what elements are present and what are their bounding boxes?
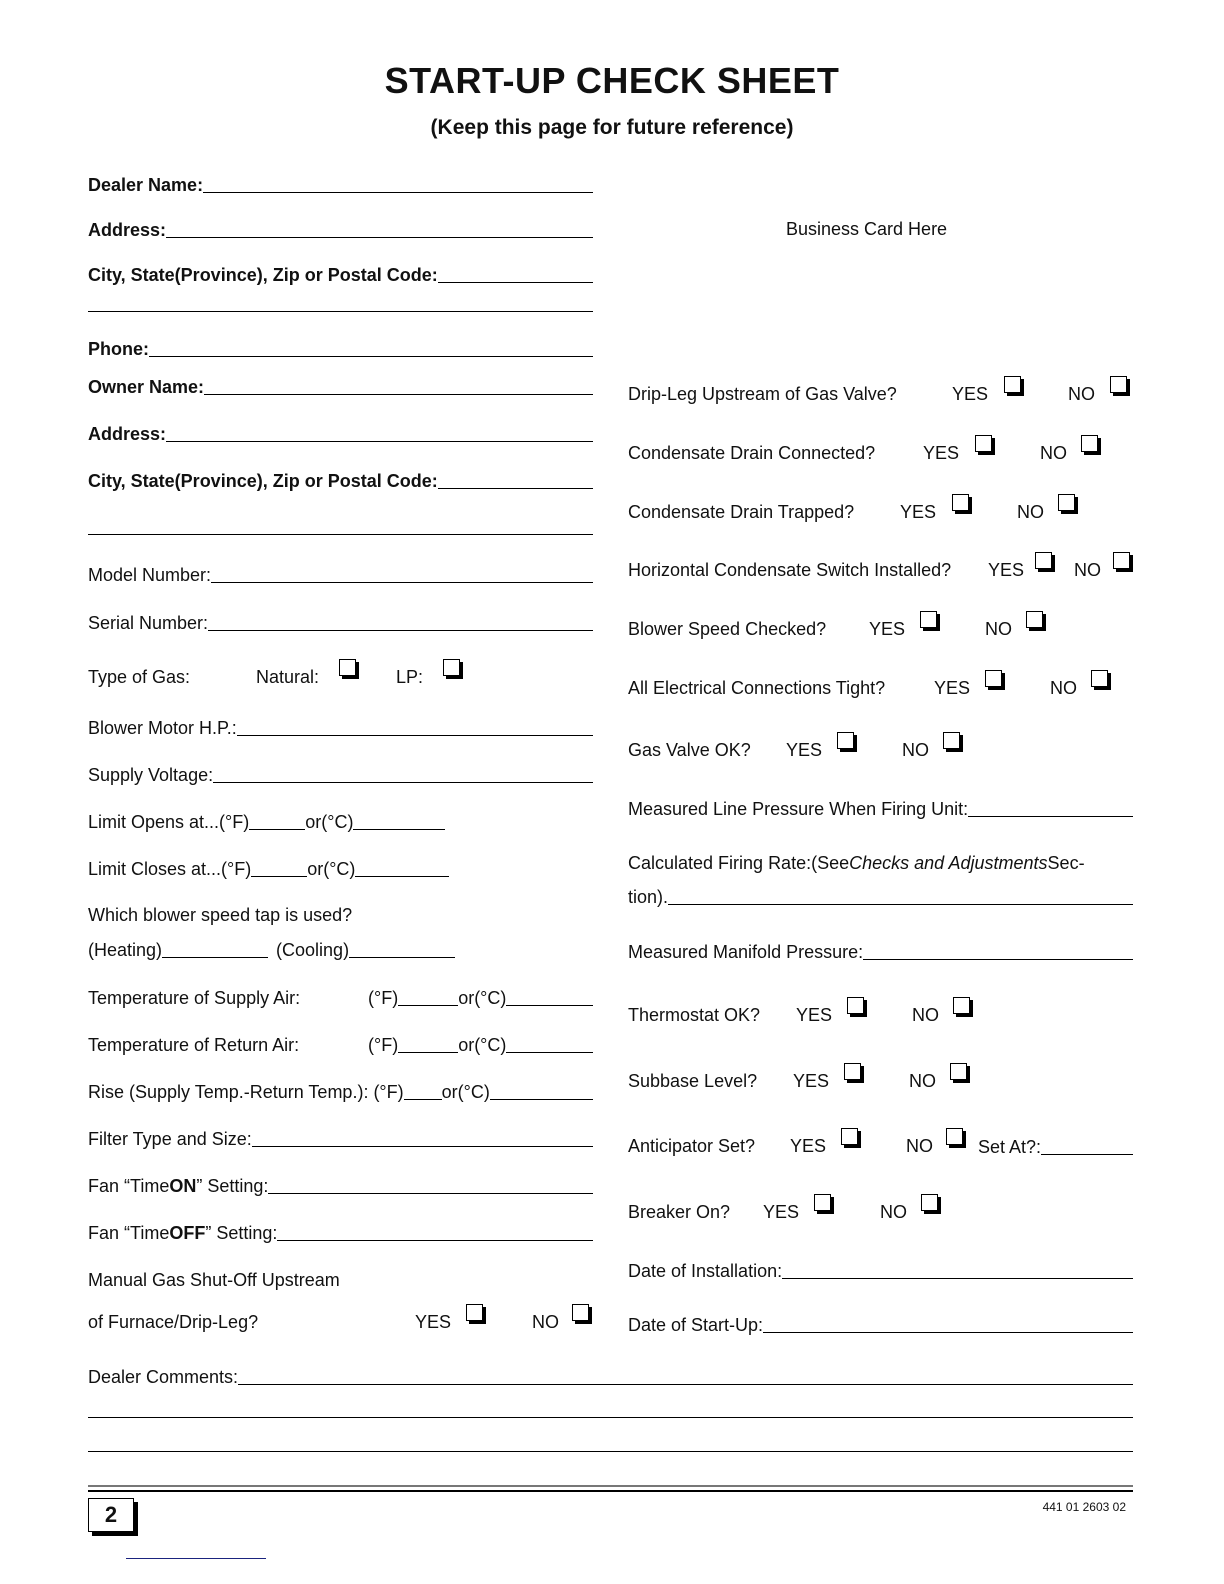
shutoff-question-1: Manual Gas Shut-Off Upstream xyxy=(88,1270,340,1290)
no-checkbox[interactable] xyxy=(1113,552,1130,569)
label: Date of Start-Up: xyxy=(628,1315,764,1335)
celsius-line[interactable] xyxy=(506,1032,593,1053)
blower-tap-question: Which blower speed tap is used? xyxy=(88,905,353,925)
check-question: Breaker On? xyxy=(628,1202,731,1222)
check-question: Condensate Drain Connected? xyxy=(628,443,876,463)
no-checkbox[interactable] xyxy=(1091,670,1108,687)
entry-line[interactable] xyxy=(268,1173,593,1194)
entry-line[interactable] xyxy=(252,1126,593,1147)
check-question: Subbase Level? xyxy=(628,1071,758,1091)
heating-line[interactable] xyxy=(162,937,268,958)
yes-label: YES xyxy=(786,740,823,760)
label: Limit Closes at...(°F) xyxy=(88,859,252,879)
label-ref: Checks and Adjustments xyxy=(849,853,1048,873)
comments-line-2[interactable] xyxy=(88,1417,1133,1418)
entry-line[interactable] xyxy=(166,421,593,442)
lp-checkbox[interactable] xyxy=(443,659,460,676)
dealer-address-field[interactable] xyxy=(88,217,593,241)
label: City, State(Province), Zip or Postal Code: xyxy=(88,265,438,285)
dealer-city-field[interactable] xyxy=(88,262,593,286)
firing-rate-field[interactable] xyxy=(628,884,1133,908)
yes-checkbox[interactable] xyxy=(1035,552,1052,569)
f-label: (°F) xyxy=(368,988,399,1008)
entry-line[interactable] xyxy=(166,217,593,238)
supply-voltage-field[interactable] xyxy=(88,762,593,786)
owner-name-field[interactable] xyxy=(88,374,593,398)
startup-date-field[interactable] xyxy=(628,1312,1133,1336)
check-question: All Electrical Connections Tight? xyxy=(628,678,886,698)
lp-label: LP: xyxy=(396,667,424,687)
label: Dealer Comments: xyxy=(88,1367,239,1387)
set-at-field[interactable] xyxy=(978,1134,1133,1158)
owner-city-line-2[interactable] xyxy=(88,534,593,535)
label-post: Sec- xyxy=(1047,853,1085,873)
label-post: ” Setting: xyxy=(205,1223,278,1243)
yes-label: YES xyxy=(763,1202,800,1222)
page-number: 2 xyxy=(88,1498,134,1532)
yes-checkbox[interactable] xyxy=(844,1063,861,1080)
label-pre: Calculated Firing Rate:(See xyxy=(628,853,850,873)
label: Owner Name: xyxy=(88,377,205,397)
entry-line[interactable] xyxy=(211,562,593,583)
cooling-line[interactable] xyxy=(349,937,455,958)
shutoff-yes-checkbox[interactable] xyxy=(466,1304,483,1321)
yes-label: YES xyxy=(952,384,989,404)
footer-rule-top xyxy=(88,1485,1133,1487)
no-checkbox[interactable] xyxy=(1110,376,1127,393)
shutoff-question-2: of Furnace/Drip-Leg? xyxy=(88,1312,259,1332)
celsius-label: or(°C) xyxy=(458,988,507,1008)
entry-line[interactable] xyxy=(149,336,593,357)
supply-air-field[interactable] xyxy=(88,985,593,1009)
label: Rise (Supply Temp.-Return Temp.): (°F) xyxy=(88,1082,404,1102)
entry-line[interactable] xyxy=(782,1258,1133,1279)
yes-checkbox[interactable] xyxy=(841,1128,858,1145)
limit-closes-field[interactable] xyxy=(88,856,449,880)
no-label: NO xyxy=(902,740,929,760)
footer-link-underline xyxy=(126,1558,266,1559)
document-code: 441 01 2603 02 xyxy=(1042,1500,1126,1514)
yes-checkbox[interactable] xyxy=(814,1194,831,1211)
entry-line[interactable] xyxy=(204,374,593,395)
check-question: Drip-Leg Upstream of Gas Valve? xyxy=(628,384,897,404)
filter-field[interactable] xyxy=(88,1126,593,1150)
entry-line[interactable] xyxy=(863,939,1133,960)
label: City, State(Province), Zip or Postal Code: xyxy=(88,471,438,491)
no-label: NO xyxy=(532,1312,559,1332)
fahrenheit-line[interactable] xyxy=(249,809,305,830)
yes-label: YES xyxy=(900,502,937,522)
fahrenheit-line[interactable] xyxy=(398,1032,458,1053)
celsius-label: or(°C) xyxy=(307,859,356,879)
no-checkbox[interactable] xyxy=(950,1063,967,1080)
label: Set At?: xyxy=(978,1137,1042,1157)
check-question: Condensate Drain Trapped? xyxy=(628,502,855,522)
dealer-phone-field[interactable] xyxy=(88,336,593,360)
entry-line[interactable] xyxy=(277,1220,593,1241)
check-question: Blower Speed Checked? xyxy=(628,619,827,639)
line-pressure-field[interactable] xyxy=(628,796,1133,820)
label: Dealer Name: xyxy=(88,175,204,195)
natural-checkbox[interactable] xyxy=(339,659,356,676)
no-checkbox[interactable] xyxy=(1026,611,1043,628)
entry-line[interactable] xyxy=(1041,1134,1133,1155)
no-checkbox[interactable] xyxy=(943,732,960,749)
celsius-line[interactable] xyxy=(506,985,593,1006)
entry-line[interactable] xyxy=(763,1312,1133,1333)
return-air-field[interactable] xyxy=(88,1032,593,1056)
label: Temperature of Supply Air: xyxy=(88,988,301,1008)
label: Address: xyxy=(88,424,167,444)
gas-type-label: Type of Gas: xyxy=(88,667,191,687)
yes-checkbox[interactable] xyxy=(952,494,969,511)
no-checkbox[interactable] xyxy=(953,997,970,1014)
celsius-line[interactable] xyxy=(353,809,445,830)
no-label: NO xyxy=(1074,560,1101,580)
serial-number-field[interactable] xyxy=(88,610,593,634)
check-question: Thermostat OK? xyxy=(628,1005,761,1025)
celsius-line[interactable] xyxy=(490,1079,593,1100)
entry-line[interactable] xyxy=(668,884,1133,905)
yes-label: YES xyxy=(988,560,1025,580)
label-off: OFF xyxy=(169,1223,206,1243)
entry-line[interactable] xyxy=(968,796,1133,817)
yes-checkbox[interactable] xyxy=(920,611,937,628)
yes-label: YES xyxy=(923,443,960,463)
celsius-label: or(°C) xyxy=(458,1035,507,1055)
heating-label: (Heating) xyxy=(88,940,163,960)
label: Limit Opens at...(°F) xyxy=(88,812,250,832)
no-label: NO xyxy=(906,1136,933,1156)
entry-line[interactable] xyxy=(438,262,593,283)
entry-line[interactable] xyxy=(208,610,593,631)
label: Blower Motor H.P.: xyxy=(88,718,237,738)
label: Filter Type and Size: xyxy=(88,1129,252,1149)
f-label: (°F) xyxy=(368,1035,399,1055)
install-date-field[interactable] xyxy=(628,1258,1133,1282)
check-question: Anticipator Set? xyxy=(628,1136,756,1156)
entry-line[interactable] xyxy=(438,468,593,489)
fan-on-field[interactable] xyxy=(88,1173,593,1197)
no-label: NO xyxy=(1040,443,1067,463)
comments-line-3[interactable] xyxy=(88,1451,1133,1452)
label: tion). xyxy=(628,887,669,907)
fahrenheit-line[interactable] xyxy=(398,985,458,1006)
model-number-field[interactable] xyxy=(88,562,593,586)
page-title: START-UP CHECK SHEET xyxy=(384,60,840,101)
entry-line[interactable] xyxy=(213,762,593,783)
no-label: NO xyxy=(1017,502,1044,522)
label: Date of Installation: xyxy=(628,1261,783,1281)
yes-label: YES xyxy=(790,1136,827,1156)
yes-label: YES xyxy=(869,619,906,639)
no-label: NO xyxy=(985,619,1012,639)
blower-tap-field[interactable] xyxy=(88,937,455,961)
celsius-label: or(°C) xyxy=(305,812,354,832)
shutoff-no-checkbox[interactable] xyxy=(572,1304,589,1321)
owner-address-field[interactable] xyxy=(88,421,593,445)
yes-checkbox[interactable] xyxy=(1004,376,1021,393)
blower-hp-field[interactable] xyxy=(88,715,593,739)
no-label: NO xyxy=(1050,678,1077,698)
celsius-label: or(°C) xyxy=(441,1082,490,1102)
label: Model Number: xyxy=(88,565,212,585)
dealer-comments-field[interactable] xyxy=(88,1364,1133,1388)
natural-label: Natural: xyxy=(256,667,320,687)
fahrenheit-line[interactable] xyxy=(251,856,307,877)
label: Phone: xyxy=(88,339,149,359)
label: Temperature of Return Air: xyxy=(88,1035,300,1055)
no-label: NO xyxy=(880,1202,907,1222)
label-pre: Fan “Time xyxy=(88,1223,170,1243)
dealer-name-field[interactable] xyxy=(88,172,593,196)
no-checkbox[interactable] xyxy=(1058,494,1075,511)
label-post: ” Setting: xyxy=(196,1176,269,1196)
label: Serial Number: xyxy=(88,613,209,633)
firing-rate-label xyxy=(628,850,1133,874)
label-on: ON xyxy=(169,1176,197,1196)
check-question: Gas Valve OK? xyxy=(628,740,751,760)
no-checkbox[interactable] xyxy=(1081,435,1098,452)
manifold-pressure-field[interactable] xyxy=(628,939,1133,963)
rise-field[interactable] xyxy=(88,1079,593,1103)
yes-checkbox[interactable] xyxy=(847,997,864,1014)
yes-label: YES xyxy=(796,1005,833,1025)
label-pre: Fan “Time xyxy=(88,1176,170,1196)
page-subtitle: (Keep this page for future reference) xyxy=(430,116,794,139)
business-card-area: Business Card Here xyxy=(786,219,948,239)
limit-opens-field[interactable] xyxy=(88,809,445,833)
label: Address: xyxy=(88,220,167,240)
celsius-line[interactable] xyxy=(355,856,449,877)
label: Supply Voltage: xyxy=(88,765,214,785)
dealer-city-line-2[interactable] xyxy=(88,311,593,312)
yes-checkbox[interactable] xyxy=(837,732,854,749)
entry-line[interactable] xyxy=(238,1364,1133,1385)
no-checkbox[interactable] xyxy=(921,1194,938,1211)
check-question: Horizontal Condensate Switch Installed? xyxy=(628,560,952,580)
label: Measured Manifold Pressure: xyxy=(628,942,864,962)
yes-checkbox[interactable] xyxy=(985,670,1002,687)
fan-off-field[interactable] xyxy=(88,1220,593,1244)
owner-city-field[interactable] xyxy=(88,468,593,492)
entry-line[interactable] xyxy=(203,172,593,193)
yes-checkbox[interactable] xyxy=(975,435,992,452)
yes-label: YES xyxy=(793,1071,830,1091)
footer-rule-bottom xyxy=(88,1490,1133,1492)
yes-label: YES xyxy=(415,1312,452,1332)
no-label: NO xyxy=(909,1071,936,1091)
label: Measured Line Pressure When Firing Unit: xyxy=(628,799,969,819)
yes-label: YES xyxy=(934,678,971,698)
no-label: NO xyxy=(912,1005,939,1025)
fahrenheit-line[interactable] xyxy=(404,1079,442,1100)
entry-line[interactable] xyxy=(237,715,593,736)
cooling-label: (Cooling) xyxy=(276,940,350,960)
no-label: NO xyxy=(1068,384,1095,404)
no-checkbox[interactable] xyxy=(946,1128,963,1145)
